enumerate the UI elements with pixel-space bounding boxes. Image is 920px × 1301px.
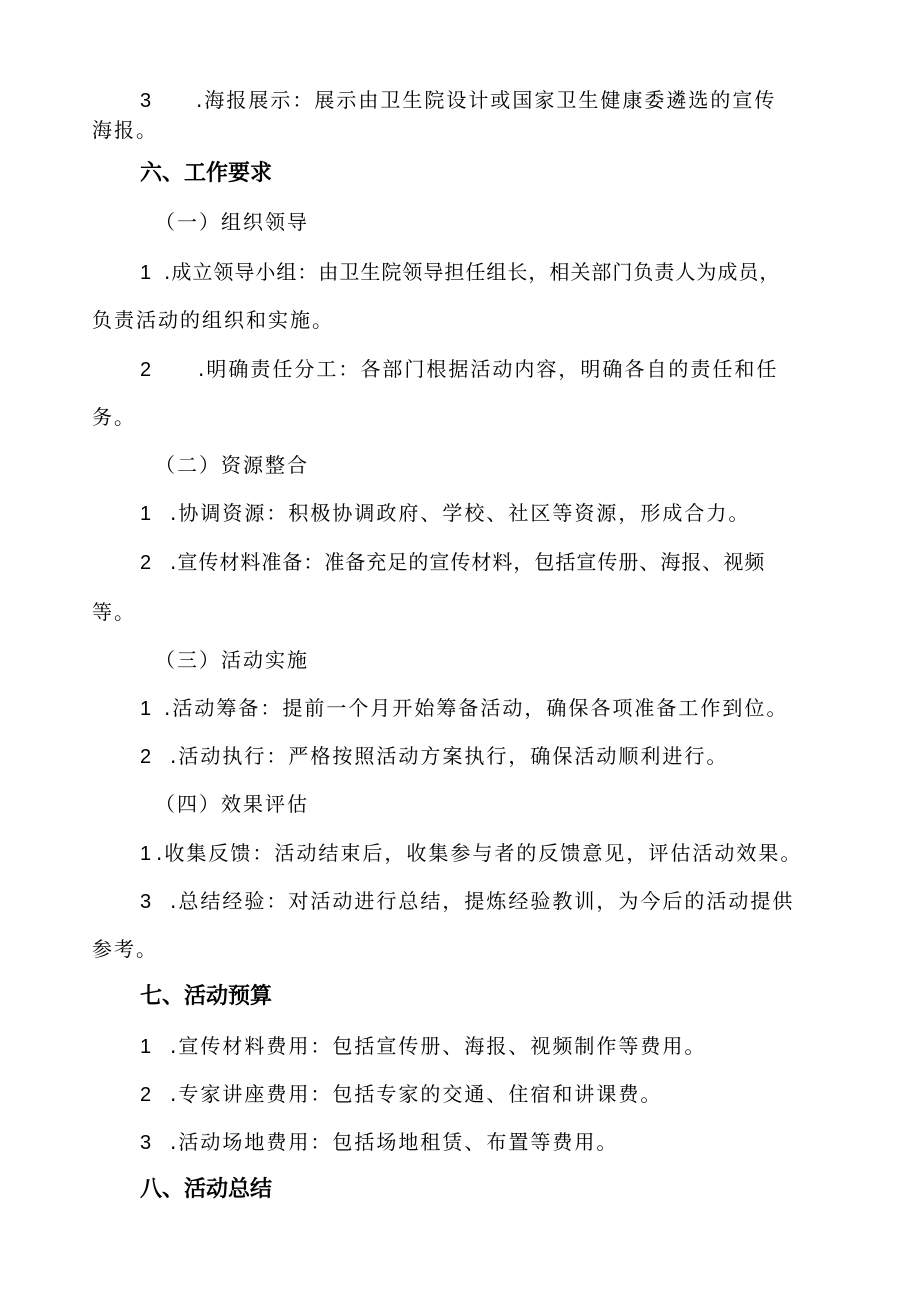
- paragraph-continuation: 务。: [92, 405, 136, 429]
- paragraph-collect-feedback: [140, 839, 802, 868]
- paragraph-execution: [140, 742, 728, 771]
- paragraph-promo-materials: [140, 548, 765, 577]
- item-number: 2: [140, 359, 152, 381]
- paragraph-preparation: [140, 694, 788, 723]
- item-text: .成立领导小组：由卫生院领导担任组长，相关部门负责人为成员，: [164, 260, 781, 284]
- item-text: .活动场地费用：包括场地租赁、布置等费用。: [170, 1130, 619, 1154]
- item-text: .海报展示：展示由卫生院设计或国家卫生健康委遴选的宣传: [196, 88, 777, 112]
- item-number: 3: [140, 891, 152, 913]
- item-number: 2: [140, 746, 152, 768]
- item-number: 3: [140, 1132, 152, 1154]
- paragraph-continuation: 参考。: [92, 937, 158, 961]
- item-text: .协调资源：积极协调政府、学校、社区等资源，形成合力。: [170, 501, 751, 525]
- item-number: 1: [140, 262, 152, 284]
- paragraph-responsibility: [140, 355, 778, 384]
- item-number: 1: [140, 698, 152, 720]
- paragraph-continuation: 等。: [92, 600, 136, 624]
- item-text: .宣传材料准备：准备充足的宣传材料，包括宣传册、海报、视频: [170, 550, 766, 574]
- section-heading-summary: 八、活动总结: [140, 1177, 273, 1202]
- item-number: 2: [140, 1084, 152, 1106]
- item-text: .活动执行：严格按照活动方案执行，确保活动顺利进行。: [170, 744, 729, 768]
- subsection-heading-implementation: （三）活动实施: [155, 648, 309, 672]
- item-text: .总结经验：对活动进行总结，提炼经验教训，为今后的活动提供: [170, 889, 795, 913]
- item-number: 1: [140, 1036, 152, 1058]
- section-heading-work-requirements: 六、工作要求: [140, 161, 273, 186]
- paragraph-lecture-cost: [140, 1080, 662, 1109]
- paragraph-leadership-group: [140, 258, 780, 287]
- item-number: 2: [140, 552, 152, 574]
- item-text: .宣传材料费用：包括宣传册、海报、视频制作等费用。: [170, 1034, 707, 1058]
- subsection-heading-organization: （一）组织领导: [155, 210, 309, 234]
- paragraph-continuation: 海报。: [92, 118, 158, 142]
- subsection-heading-evaluation: （四）效果评估: [155, 792, 309, 816]
- subsection-heading-resources: （二）资源整合: [155, 453, 309, 477]
- item-text: .活动筹备：提前一个月开始筹备活动，确保各项准备工作到位。: [164, 696, 789, 720]
- item-text: .收集反馈：活动结束后，收集参与者的反馈意见，评估活动效果。: [156, 841, 803, 865]
- item-number: 1: [140, 503, 152, 525]
- section-heading-budget: 七、活动预算: [140, 984, 273, 1009]
- paragraph-summarize-experience: [140, 887, 794, 916]
- item-text: .专家讲座费用：包括专家的交通、住宿和讲课费。: [170, 1082, 663, 1106]
- paragraph-continuation: 负责活动的组织和实施。: [92, 308, 334, 332]
- paragraph-material-cost: [140, 1032, 706, 1061]
- item-number: 1: [140, 843, 152, 865]
- item-text: .明确责任分工：各部门根据活动内容，明确各自的责任和任: [198, 357, 779, 381]
- paragraph-coordinate-resources: [140, 499, 750, 528]
- item-number: 3: [140, 90, 152, 112]
- paragraph-poster-display: [140, 86, 776, 115]
- paragraph-venue-cost: [140, 1128, 618, 1157]
